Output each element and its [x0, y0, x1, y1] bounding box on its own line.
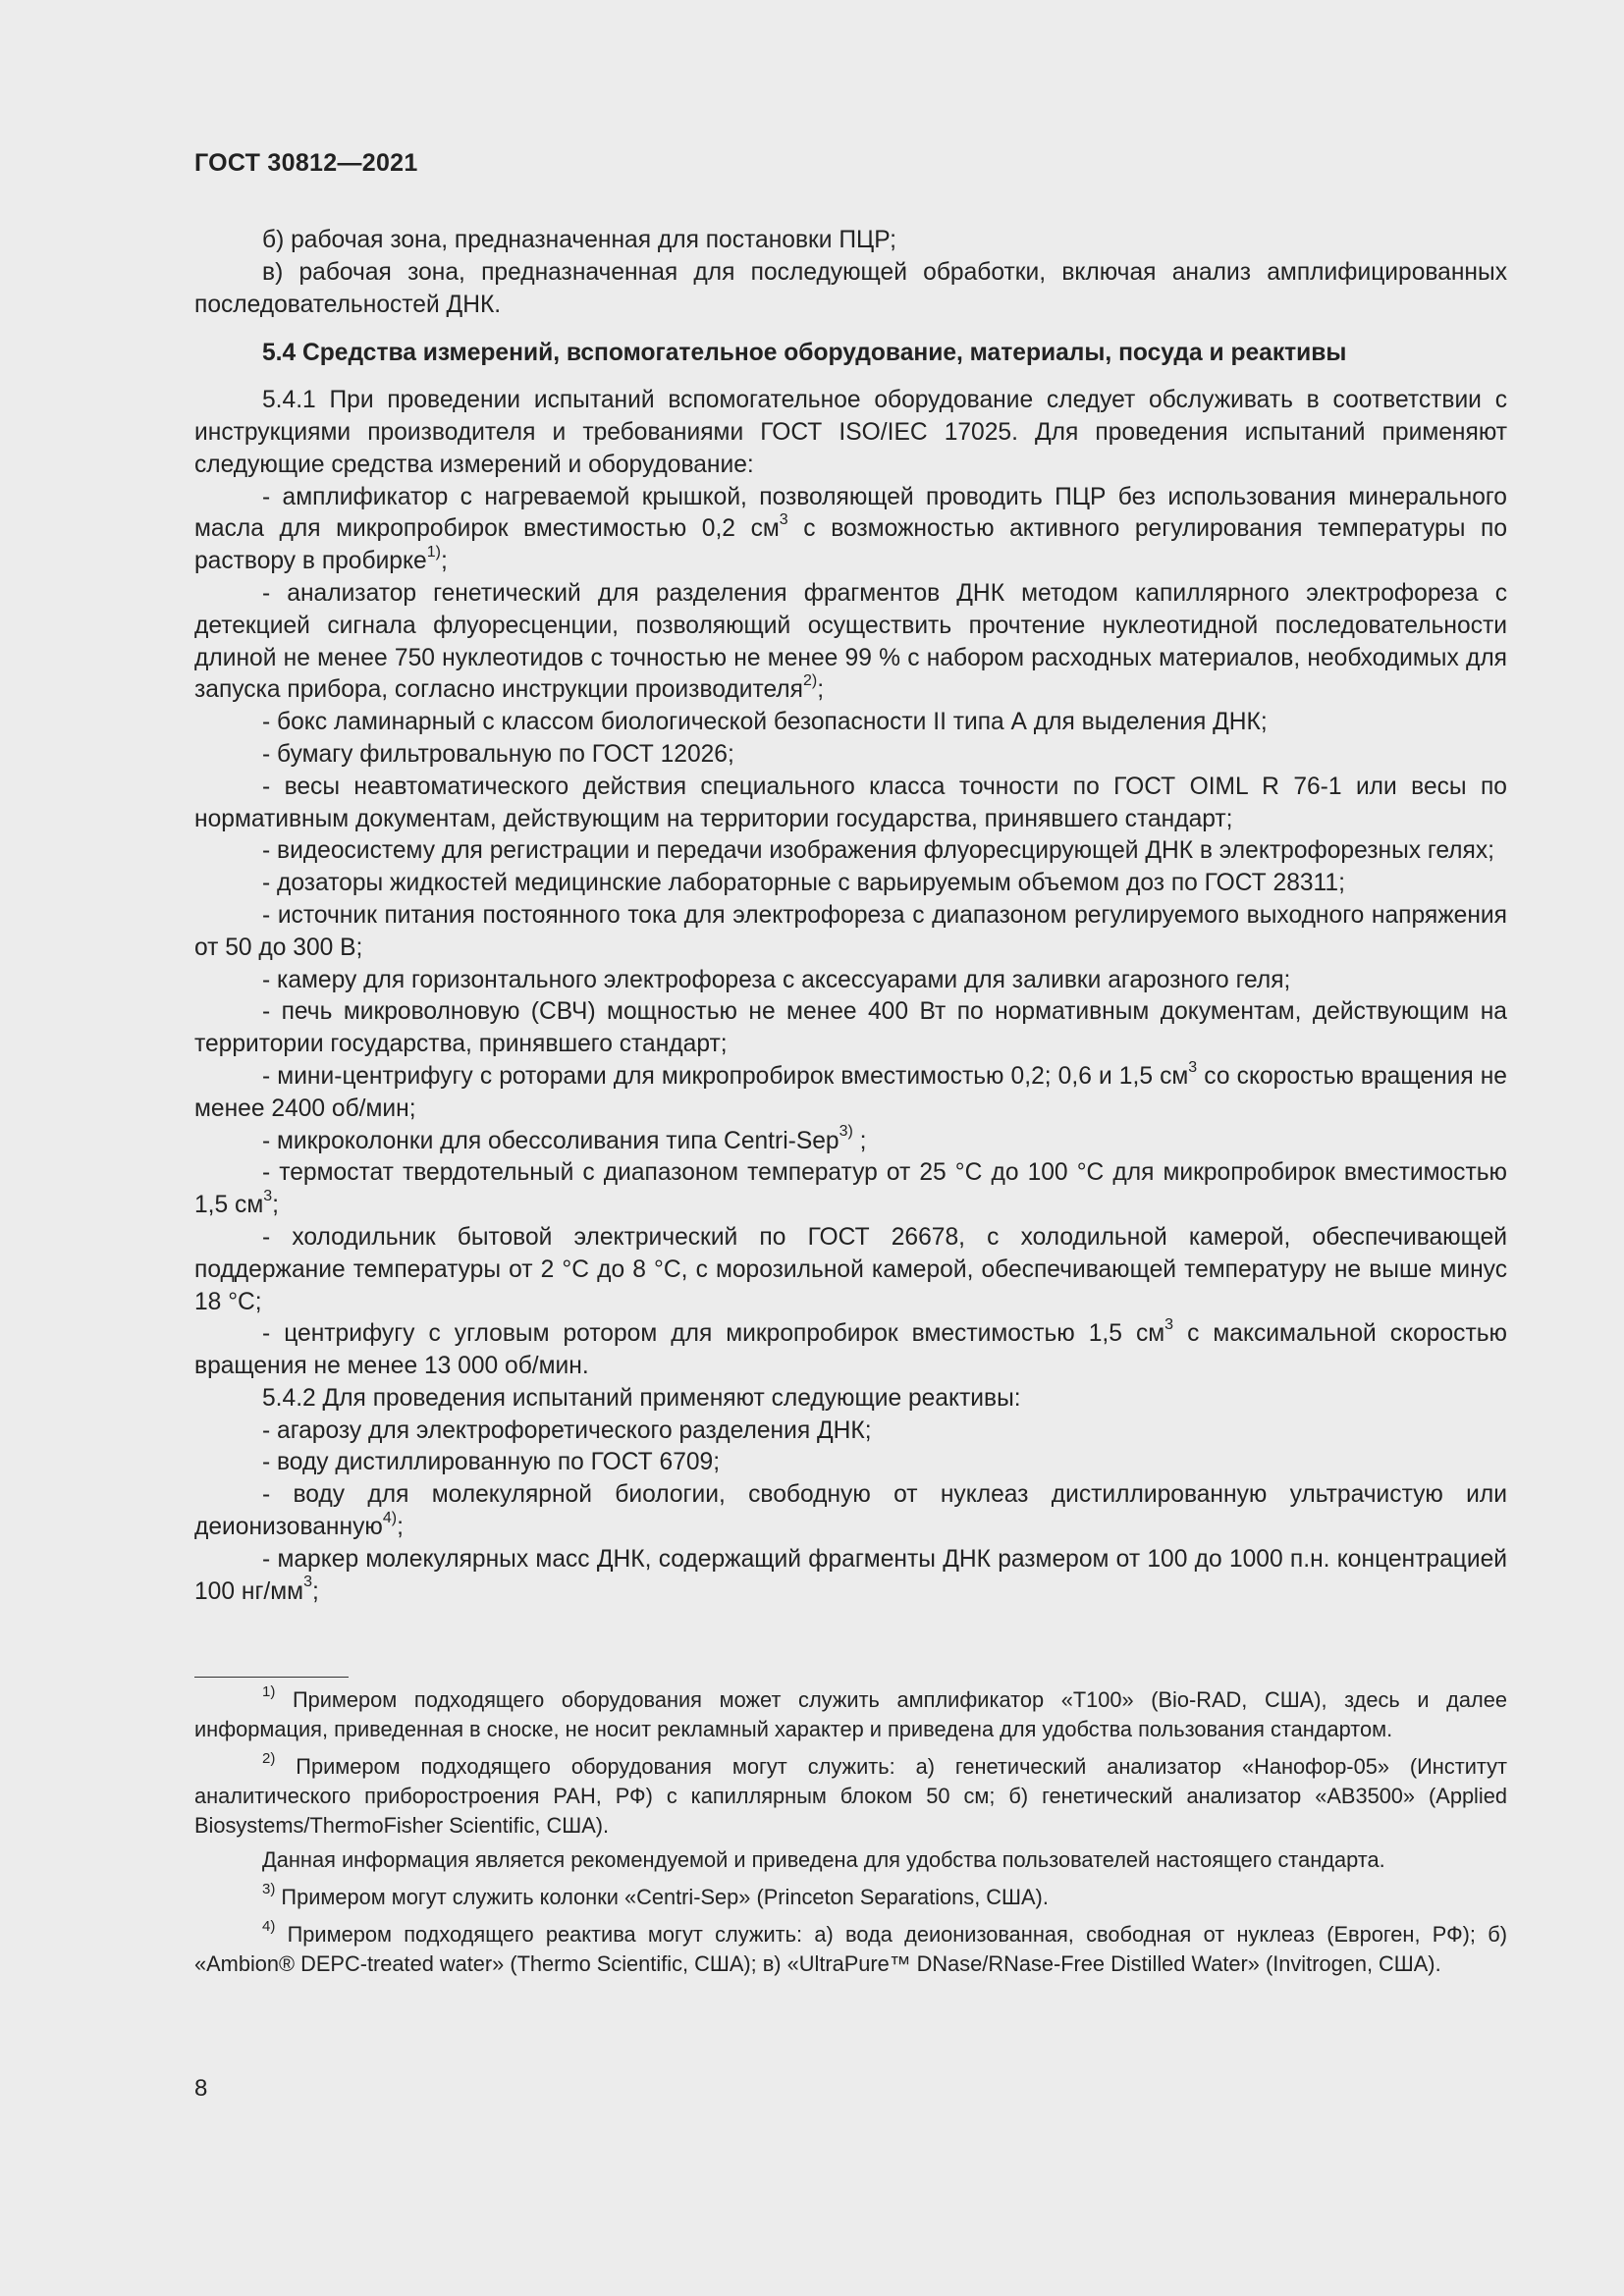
footnotes	[194, 1682, 1507, 1987]
footnote-ref: 3)	[839, 1123, 853, 1141]
main-text	[194, 225, 1507, 1608]
list-item: - бокс ламинарный с классом биологической безопасности II типа А для выделения ДНК;	[262, 709, 1268, 736]
section-heading: 5.4 Средства измерений, вспомогательное оборудование, материалы, посуда и реактивы	[262, 340, 1347, 367]
list-item: - камеру для горизонтального электрофореза с аксессуарами для заливки агарозного геля;	[262, 966, 1291, 993]
list-item: - весы неавтоматического действия специального класса точности по ГОСТ OIML R 76-1 или весы по нормативным документам, действующим на территории государства, принявшего стандарт;	[194, 773, 1507, 832]
list-item: - бумагу фильтровальную по ГОСТ 12026;	[262, 740, 734, 768]
list-item: - холодильник бытовой электрический по ГОСТ 26678, с холодильной камерой, обеспечивающей поддержание температуры от 2 °С до 8 °С, с морозильной камерой, обеспечивающей температуру не выше минус 18 °С;	[194, 1223, 1507, 1315]
list-item: - агарозу для электрофоретического разделения ДНК;	[262, 1416, 872, 1444]
list-item: - видеосистему для регистрации и передачи изображения флуоресцирующей ДНК в электрофорезных гелях;	[262, 837, 1494, 865]
list-item: - дозаторы жидкостей медицинские лабораторные с варьируемым объемом доз по ГОСТ 28311;	[262, 870, 1345, 897]
list-item: - маркер молекулярных масс ДНК, содержащий фрагменты ДНК размером от 100 до 1000 п.н. концентрацией 100 $нг/мм^3$;	[194, 1545, 1507, 1605]
document-header: ГОСТ 30812—2021	[194, 149, 418, 177]
footnote: $^{4)}$ Примером подходящего реактива могут служить: а) вода деионизованная, свободная от нуклеаз (Евроген, РФ); б) «Ambion® DEPC-treated water» (Thermo Scientific, США); в) «UltraPure™ DNase/RNase-Free Distilled Water» (Invitrogen, США).	[194, 1917, 1507, 1976]
page-number: 8	[194, 2075, 208, 2102]
paragraph: 5.4.1 При проведении испытаний вспомогательное оборудование следует обслуживать в соответствии с инструкциями производителя и требованиями ГОСТ ISO/IEC 17025. Для проведения испытаний применяют следующие средства измерений и оборудование:	[194, 387, 1507, 478]
list-item: - центрифугу с угловым ротором для микропробирок вместимостью 1,5 $см^3$ с максимальной скоростью вращения не менее 13 000 об/мин.	[194, 1316, 1507, 1380]
paragraph: в) рабочая зона, предназначенная для последующей обработки, включая анализ амплифицированных последовательностей ДНК.	[194, 258, 1507, 318]
footnote-ref: 1)	[426, 543, 441, 561]
list-item: - воду дистиллированную по ГОСТ 6709;	[262, 1449, 721, 1476]
list-item: - термостат твердотельный с диапазоном температур от 25 °С до 100 °С для микропробирок вместимостью 1,5 $см^3$;	[194, 1159, 1507, 1219]
list-item: - воду для молекулярной биологии, свободную от нуклеаз дистиллированную ультрачистую или деионизованную$^{4)}$;	[194, 1481, 1507, 1541]
footnote: $^{2)}$ Примером подходящего оборудования могут служить: а) генетический анализатор «Нанофор-05» (Институт аналитического приборостроения РАН, РФ) с капиллярным блоком 50 см; б) генетический анализатор «АВ3500» (Applied Biosystems/ThermoFisher Scientific, США).	[194, 1749, 1507, 1838]
footnote-ref: 4)	[382, 1509, 398, 1526]
list-item: - мини-центрифугу с роторами для микропробирок вместимостью 0,2; 0,6 и 1,5 $см^3$ со скоростью вращения не менее 2400 об/мин;	[194, 1058, 1507, 1122]
footnote-ref: 2)	[802, 672, 818, 690]
footnote: $^{1)}$ Примером подходящего оборудования может служить амплификатор «Т100» (Bio-RAD, США), здесь и далее информация, приведенная в сноске, не носит рекламный характер и приведена для удобства пользования стандартом.	[194, 1682, 1507, 1741]
paragraph: 5.4.2 Для проведения испытаний применяют следующие реактивы:	[262, 1384, 1021, 1412]
list-item: - анализатор генетический для разделения фрагментов ДНК методом капиллярного электрофореза с детекцией сигнала флуоресценции, позволяющий осуществить прочтение нуклеотидной последовательности длиной не менее 750 нуклеотидов с точностью не менее 99 % с набором расходных материалов, необходимых для запуска прибора, согласно инструкции производителя$^{2)}$;	[194, 579, 1507, 704]
list-item: - амплификатор с нагреваемой крышкой, позволяющей проводить ПЦР без использования минерального масла для микропробирок вместимостью 0,2 $см^3$ с возможностью активного регулирования температуры по раствору в пробирке$^{1)}$;	[194, 483, 1507, 575]
list-item: - печь микроволновую (СВЧ) мощностью не менее 400 Вт по нормативным документам, действующим на территории государства, принявшего стандарт;	[194, 998, 1507, 1058]
footnote-note: Данная информация является рекомендуемой и приведена для удобства пользователей настоящего стандарта.	[262, 1847, 1385, 1872]
list-item: - источник питания постоянного тока для электрофореза с диапазоном регулируемого выходного напряжения от 50 до 300 В;	[194, 901, 1507, 961]
footnote: $^{3)}$ Примером могут служить колонки «Centri-Sep» (Princeton Separations, США).	[262, 1880, 1049, 1909]
paragraph: б) рабочая зона, предназначенная для постановки ПЦР;	[262, 227, 896, 253]
list-item: - микроколонки для обессоливания типа Centri-Sep$^{3)}$ ;	[262, 1123, 867, 1154]
footnote-divider	[194, 1677, 349, 1678]
